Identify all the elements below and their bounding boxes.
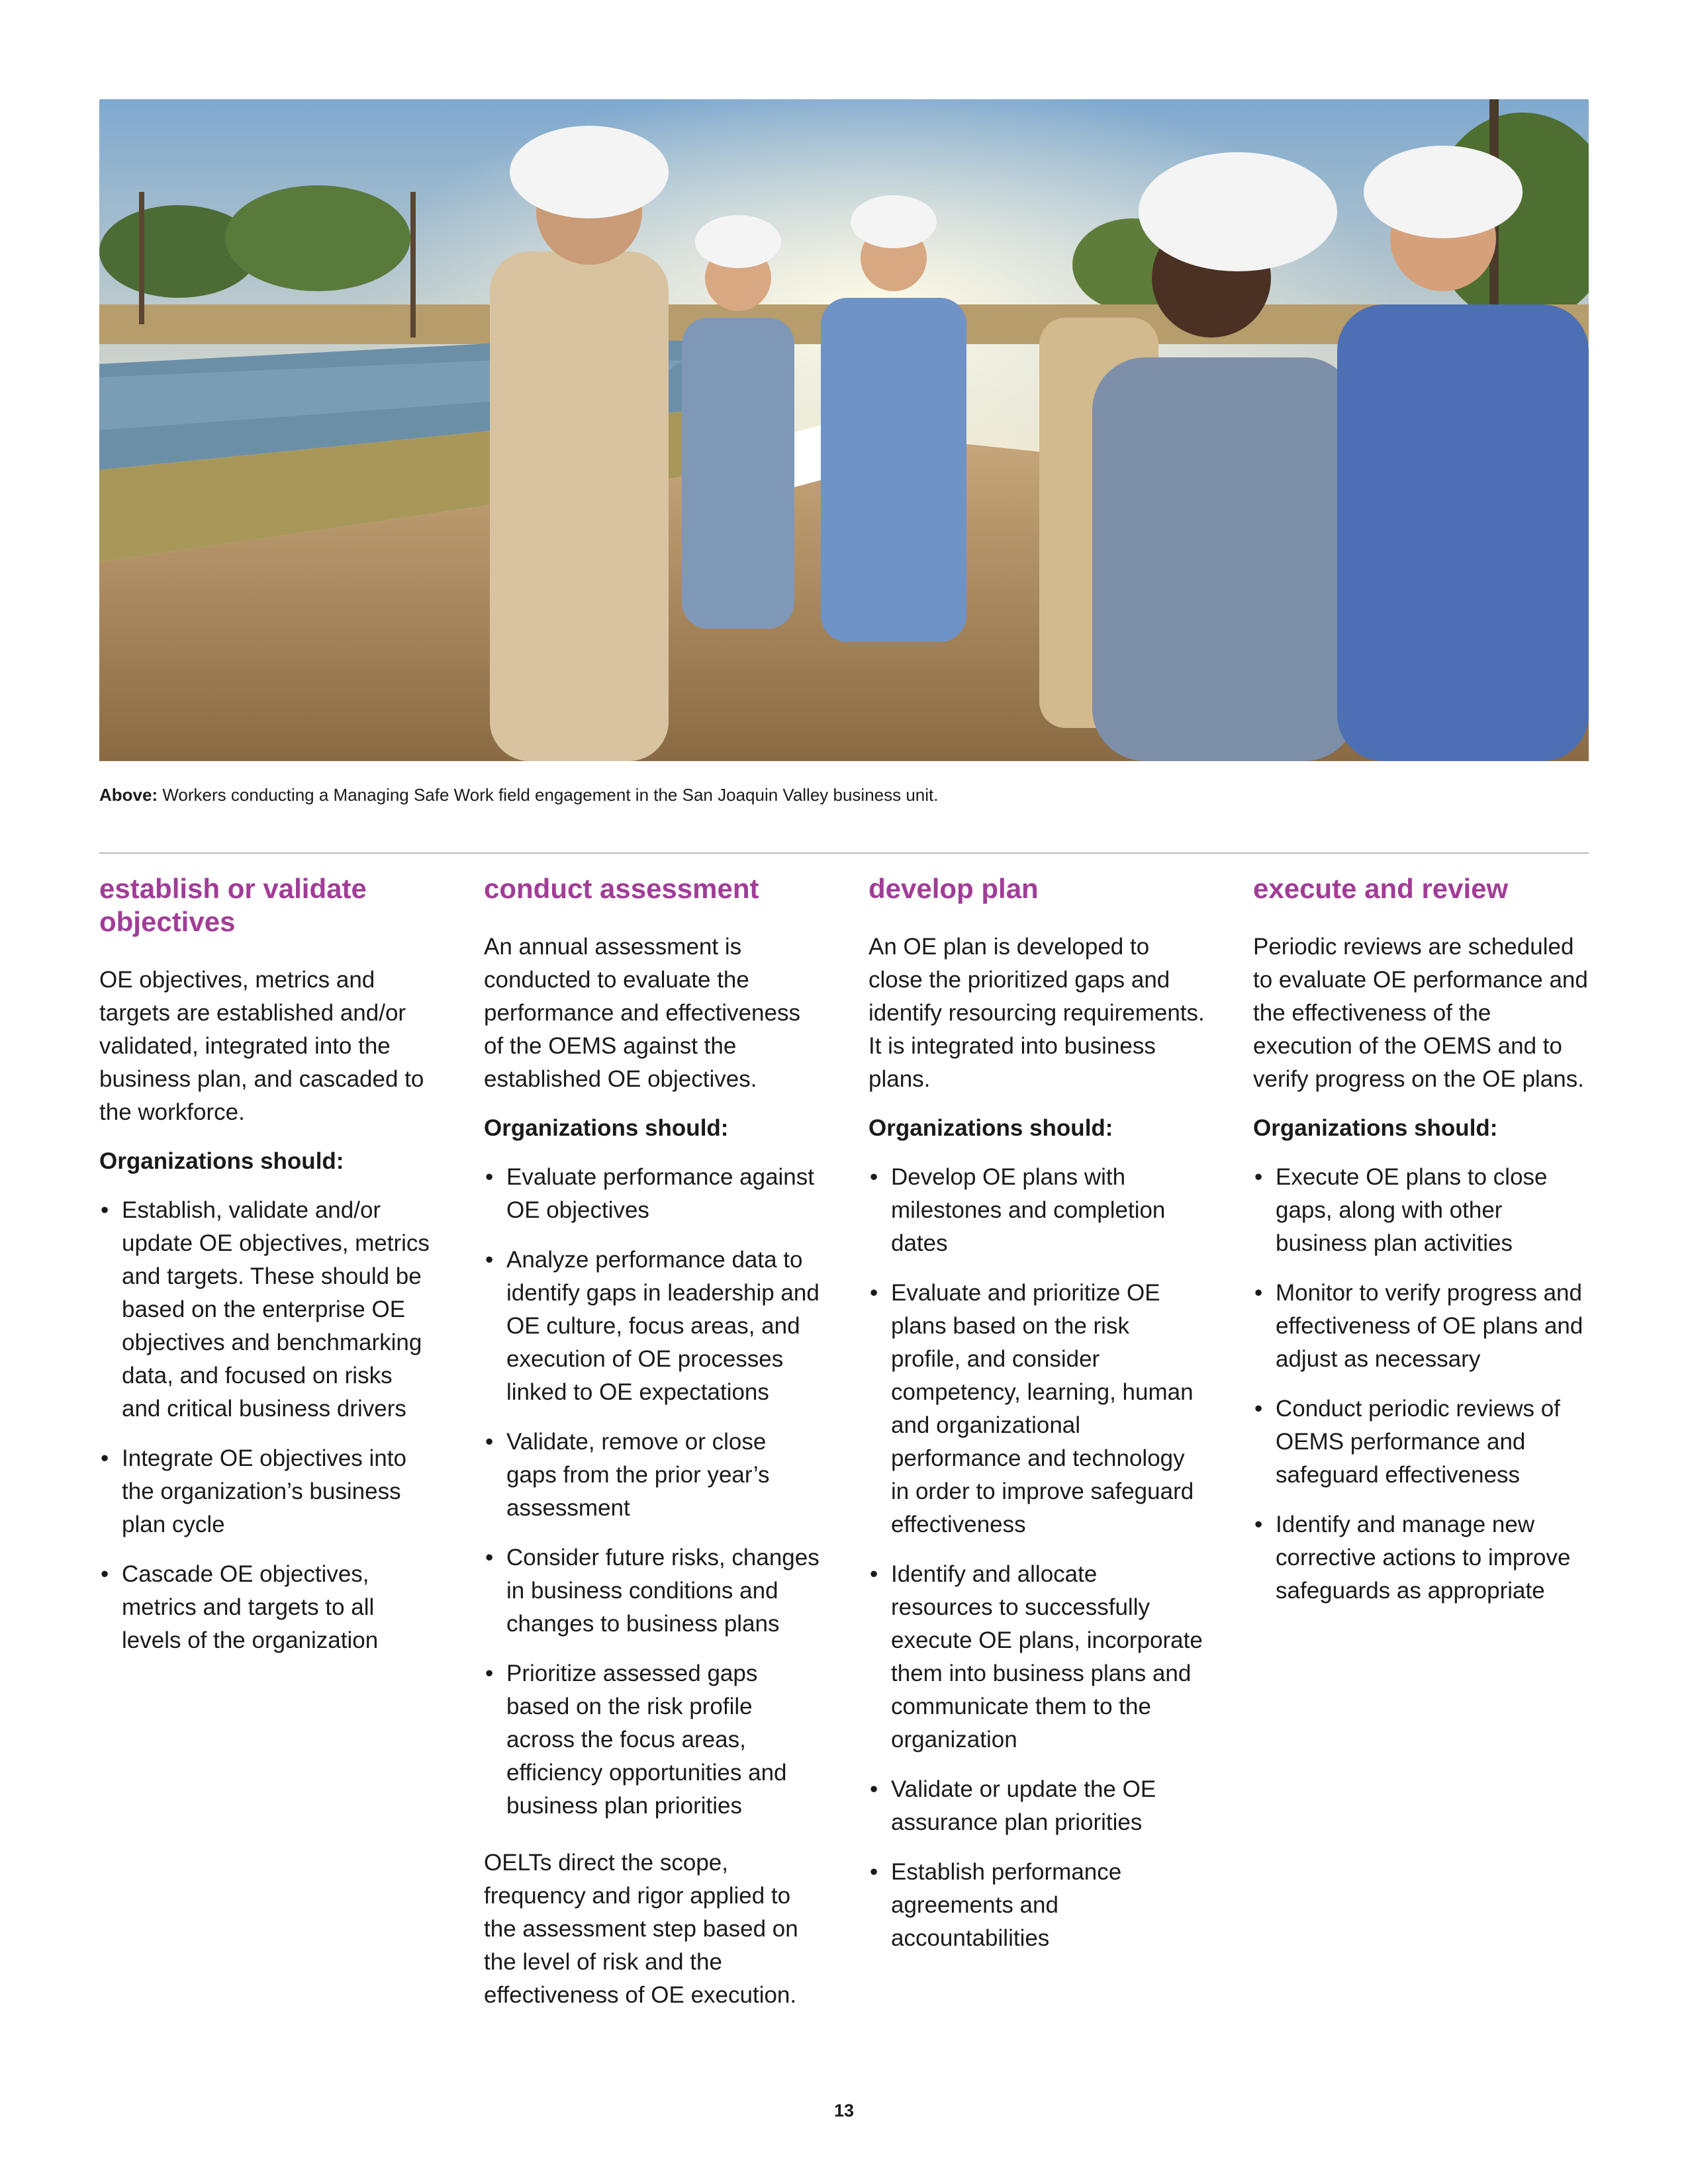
list-item: • Analyze performance data to identify gaps in leadership and OE culture, focus areas, and execution of OE processes linked to OE expectations [484, 1244, 820, 1409]
organizations-should-label: Organizations should: [484, 1115, 729, 1141]
organizations-should-label: Organizations should: [99, 1148, 344, 1174]
column-heading: conduct assessment [484, 873, 759, 904]
column-intro: An annual assessment is conducted to evaluate the performance and effectiveness of the OEMS against the established OE objectives. [484, 934, 800, 1092]
column-heading: develop plan [868, 873, 1039, 904]
photo-illustration [99, 99, 1589, 761]
list-item: • Identify and manage new corrective actions to improve safeguards as appropriate [1253, 1508, 1589, 1608]
action-list [484, 1161, 820, 1823]
page-number: 13 [833, 2101, 855, 2120]
list-item: • Validate, remove or close gaps from the prior year’s assessment [484, 1426, 820, 1525]
column-establish-objectives [99, 872, 436, 1674]
list-item: • Cascade OE objectives, metrics and targets to all levels of the organization [99, 1558, 436, 1657]
caption-label: Above: [99, 785, 158, 805]
organizations-should-label: Organizations should: [1253, 1115, 1498, 1141]
field-engagement-photo [99, 99, 1589, 761]
section-divider [99, 852, 1589, 854]
list-item: • Conduct periodic reviews of OEMS performance and safeguard effectiveness [1253, 1392, 1589, 1492]
column-heading: establish or validate objectives [99, 873, 367, 937]
column-execute-review [1253, 872, 1589, 1624]
list-item: • Evaluate performance against OE objectives [484, 1161, 820, 1227]
action-list [1253, 1161, 1589, 1608]
photo-caption [99, 783, 1589, 807]
column-develop-plan [868, 872, 1205, 1972]
organizations-should-label: Organizations should: [868, 1115, 1113, 1141]
action-list [868, 1161, 1205, 1955]
column-conduct-assessment [484, 872, 820, 2012]
caption-text: Workers conducting a Managing Safe Work field engagement in the San Joaquin Valley business unit. [158, 785, 939, 805]
column-intro: Periodic reviews are scheduled to evaluate OE performance and the effectiveness of the execution of the OEMS and to verify progress on the OE plans. [1253, 934, 1588, 1092]
column-intro: An OE plan is developed to close the prioritized gaps and identify resourcing requirements. It is integrated into business plans. [868, 934, 1205, 1092]
list-item: • Evaluate and prioritize OE plans based on the risk profile, and consider competency, learning, human and organizational performance and technology in order to improve safeguard effectiveness [868, 1277, 1205, 1541]
list-item: • Execute OE plans to close gaps, along with other business plan activities [1253, 1161, 1589, 1260]
list-item: • Consider future risks, changes in business conditions and changes to business plans [484, 1541, 820, 1641]
list-item: • Prioritize assessed gaps based on the risk profile across the focus areas, efficiency opportunities and business plan priorities [484, 1657, 820, 1823]
list-item: • Validate or update the OE assurance plan priorities [868, 1773, 1205, 1839]
action-list [99, 1194, 436, 1657]
list-item: • Integrate OE objectives into the organization’s business plan cycle [99, 1442, 436, 1541]
list-item: • Develop OE plans with milestones and completion dates [868, 1161, 1205, 1260]
column-heading: execute and review [1253, 873, 1509, 904]
list-item: • Identify and allocate resources to successfully execute OE plans, incorporate them into business plans and communicate them to the organization [868, 1558, 1205, 1756]
list-item: • Establish, validate and/or update OE objectives, metrics and targets. These should be based on the enterprise OE objectives and benchmarking data, and focused on risks and critical business drivers [99, 1194, 436, 1426]
column-closing-note: OELTs direct the scope, frequency and rigor applied to the assessment step based on the level of risk and the effectiveness of OE execution. [484, 1850, 798, 2008]
column-intro: OE objectives, metrics and targets are established and/or validated, integrated into the business plan, and cascaded to the workforce. [99, 967, 424, 1125]
list-item: • Monitor to verify progress and effectiveness of OE plans and adjust as necessary [1253, 1277, 1589, 1376]
list-item: • Establish performance agreements and accountabilities [868, 1856, 1205, 1955]
